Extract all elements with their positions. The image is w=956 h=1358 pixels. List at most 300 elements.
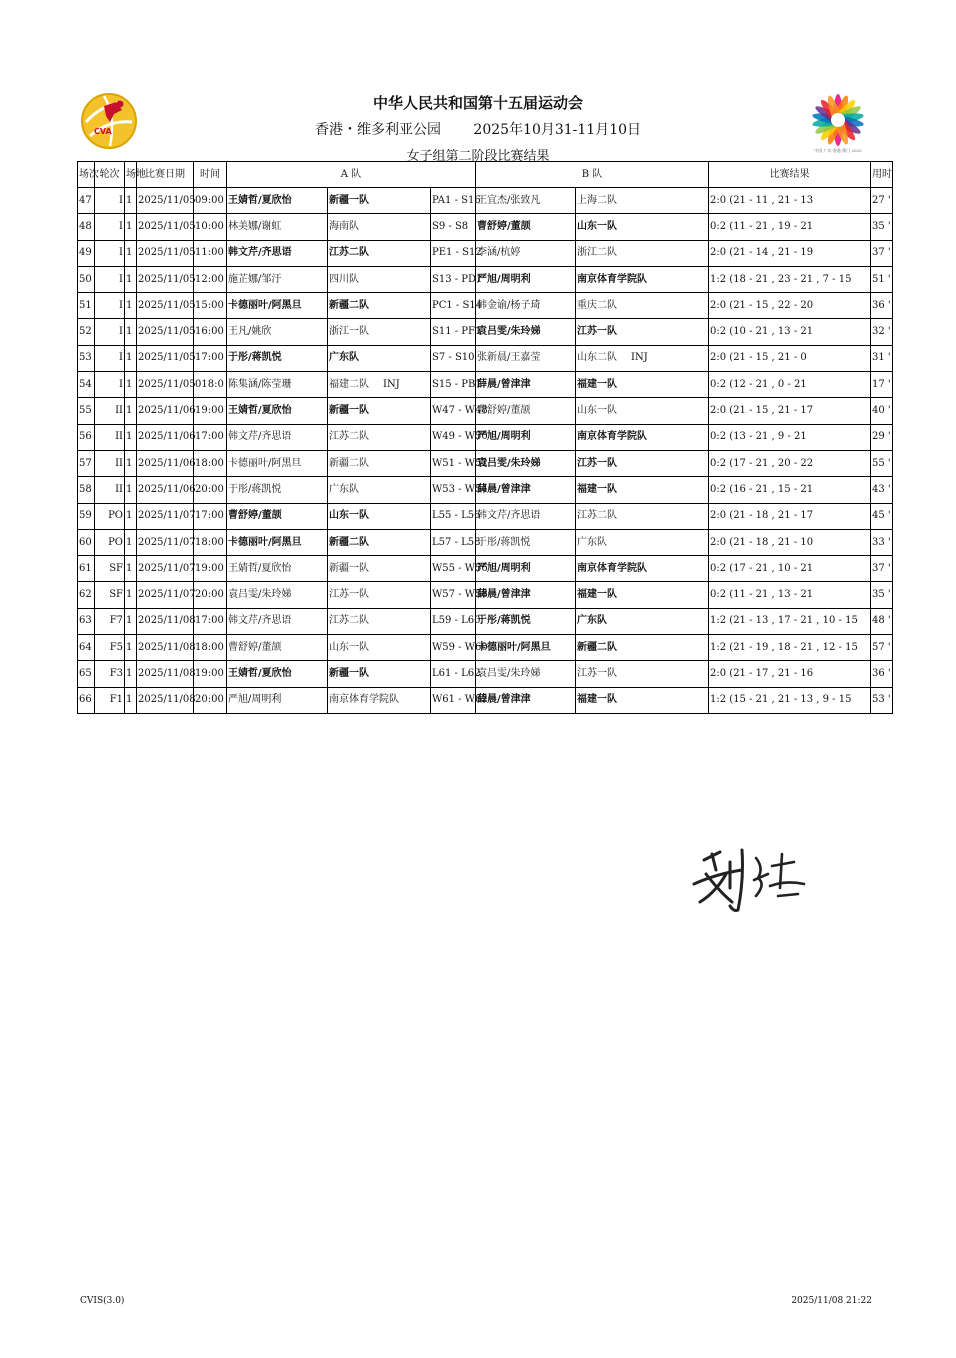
duration-text: 43 ' [872,483,891,495]
match-codes-text: PE1 - S12 [432,247,482,259]
court-text: 1 [126,431,133,443]
team-a-name-cell [328,214,431,240]
round-text: SF [109,562,123,574]
team-b-name-text: 南京体育学院队 [577,562,648,574]
round-text: II [115,483,123,495]
round-cell [95,661,125,687]
time-text: 19:00 [195,667,224,679]
court-cell [125,188,137,214]
team-a-players-text: 王婧哲/夏欣怡 [228,562,292,574]
result-text: 0:2 (16 - 21 , 15 - 21 [710,483,814,495]
team-a-name-cell [328,293,431,319]
match-codes-text: S7 - S10 [432,352,475,364]
team-b-name-cell [576,214,709,240]
result-text: 1:2 (21 - 13 , 17 - 21 , 10 - 15 [710,615,858,627]
team-a-players-cell [227,529,328,555]
date-text: 2025/11/08 [138,667,196,679]
time-text: 11:00 [195,247,224,259]
team-b-name-text: 山东一队 [577,405,618,417]
duration-text: 17 ' [872,378,891,390]
court-text: 1 [126,510,133,522]
team-b-name-cell [576,188,709,214]
event-dates: 2025年10月31-11月10日 [473,122,642,138]
court-text: 1 [126,483,133,495]
match-codes-cell [431,503,481,529]
team-a-name-text: 四川队 [329,273,359,285]
team-a-name-cell [328,188,431,214]
team-a-players-cell [227,319,328,345]
table-row [78,372,893,398]
date-cell [137,661,194,687]
round-cell [95,477,125,503]
match-no-text: 61 [79,562,92,574]
team-a-name-cell [328,608,431,634]
court-cell [125,635,137,661]
team-a-name-text: 新疆一队 [329,562,369,574]
time-cell [194,372,227,398]
date-text: 2025/11/05 [138,299,196,311]
team-a-players-text: 严旭/周明利 [228,694,282,706]
time-cell [194,477,227,503]
match-no-cell [78,529,95,555]
date-text: 2025/11/07 [138,510,196,522]
court-text: 1 [126,536,133,548]
result-text: 0:2 (11 - 21 , 13 - 21 [710,589,814,601]
team-a-players-cell [227,372,328,398]
team-b-players-cell [476,556,576,582]
match-codes-cell [431,240,482,266]
team-a-name-cell [328,556,431,582]
team-a-players-cell [227,450,328,476]
team-a-name-cell [328,529,431,555]
team-a-players-cell [227,608,328,634]
court-cell [125,345,137,371]
result-cell [709,188,871,214]
time-cell [194,424,227,450]
court-text: 1 [126,247,133,259]
round-text: I [119,326,123,338]
team-b-players-text: 严旭/周明利 [477,562,531,574]
team-a-name-cell [328,424,431,450]
duration-text: 32 ' [872,326,891,338]
match-no-text: 52 [79,326,92,338]
table-row [78,266,893,292]
print-timestamp: 2025/11/08 21:22 [791,1296,872,1306]
team-b-name-text: 福建一队 [577,694,618,706]
match-no-cell [78,293,95,319]
team-a-players-cell [227,582,328,608]
team-b-name-text: 南京体育学院队 [577,273,648,285]
result-cell [709,398,871,424]
team-b-name-text: 广东队 [577,536,608,548]
result-text: 0:2 (13 - 21 , 9 - 21 [710,431,807,443]
team-a-players-text: 王婧哲/夏欣怡 [228,667,292,679]
team-a-name-text: 江苏二队 [329,431,369,443]
team-b-name-text: 上海二队 [577,194,618,206]
date-cell [137,529,194,555]
team-b-players-cell [476,529,576,555]
match-no-cell [78,214,95,240]
match-no-cell [78,372,95,398]
match-no-text: 64 [79,641,92,653]
time-text: 10:00 [195,220,224,232]
result-text: 1:2 (15 - 21 , 21 - 13 , 9 - 15 [710,694,852,706]
match-codes-cell [431,188,481,214]
court-cell [125,293,137,319]
header-team-a: A 队 [227,162,476,188]
header-court: 场地 [125,162,137,188]
team-a-name-cell [328,503,431,529]
team-a-name-cell [328,687,431,713]
duration-cell [871,608,893,634]
date-text: 2025/11/06 [138,483,196,495]
time-cell [194,319,227,345]
time-text: 018:0 [195,378,224,390]
table-row [78,529,893,555]
result-text: 2:0 (21 - 15 , 21 - 0 [710,352,807,364]
round-cell [95,635,125,661]
round-text: II [115,431,123,443]
duration-cell [871,319,893,345]
team-a-name-text: 江苏二队 [329,615,369,627]
team-a-players-cell [227,266,328,292]
time-text: 16:00 [195,326,224,338]
team-b-players-text: 严旭/周明利 [477,273,531,285]
date-text: 2025/11/05 [138,220,196,232]
duration-cell [871,582,893,608]
match-no-text: 63 [79,615,92,627]
time-text: 20:00 [195,483,224,495]
table-row [78,635,893,661]
team-b-players-text: 薛晨/曾津津 [477,483,531,495]
time-cell [194,687,227,713]
team-a-name-cell [328,398,431,424]
header-round: 轮次 [95,162,125,188]
court-text: 1 [126,378,133,390]
court-text: 1 [126,641,133,653]
match-codes-cell [431,635,488,661]
result-cell [709,635,871,661]
venue: 香港・维多利亚公园 [314,122,441,138]
date-text: 2025/11/08 [138,694,196,706]
court-cell [125,372,137,398]
team-a-players-text: 王婧哲/夏欣怡 [228,405,292,417]
match-codes-cell [431,214,476,240]
result-text: 1:2 (18 - 21 , 23 - 21 , 7 - 15 [710,273,852,285]
round-cell [95,240,125,266]
injury-note: INJ [631,352,648,364]
time-cell [194,556,227,582]
round-text: PO [108,536,123,548]
duration-cell [871,503,893,529]
software-version: CVIS(3.0) [80,1296,125,1306]
time-text: 18:00 [195,457,224,469]
round-cell [95,398,125,424]
team-b-name-cell [576,556,709,582]
match-no-text: 62 [79,589,92,601]
match-codes-text: S13 - PD1 [432,273,483,285]
team-b-players-cell [476,477,576,503]
time-text: 09:00 [195,194,224,206]
match-codes-text: W57 - W58 [432,589,488,601]
team-b-players-cell [476,661,576,687]
table-row [78,214,893,240]
date-cell [137,687,194,713]
result-text: 2:0 (21 - 14 , 21 - 19 [710,247,814,259]
result-cell [709,372,871,398]
match-codes-cell [431,608,481,634]
match-no-text: 50 [79,273,92,285]
date-cell [137,635,194,661]
team-b-players-cell [476,319,576,345]
result-cell [709,608,871,634]
round-cell [95,188,125,214]
date-cell [137,503,194,529]
team-a-name-text: 山东一队 [329,641,369,653]
round-text: II [115,457,123,469]
duration-cell [871,240,893,266]
round-cell [95,529,125,555]
team-b-players-cell [476,608,576,634]
team-b-players-cell [476,188,576,214]
team-b-name-text: 南京体育学院队 [577,431,648,443]
team-b-name-cell [576,635,709,661]
date-cell [137,240,194,266]
team-b-name-text: 福建一队 [577,589,618,601]
court-text: 1 [126,273,133,285]
round-text: I [119,273,123,285]
team-a-players-text: 曹舒婷/董颉 [228,510,282,522]
time-text: 17:00 [195,615,224,627]
duration-text: 37 ' [872,247,891,259]
team-a-players-text: 曹舒婷/董颉 [228,641,282,653]
date-cell [137,266,194,292]
duration-cell [871,345,893,371]
team-b-players-cell [476,450,576,476]
duration-cell [871,635,893,661]
result-text: 0:2 (10 - 21 , 13 - 21 [710,326,814,338]
team-a-name-text: 山东一队 [329,510,369,522]
team-b-players-cell [476,372,576,398]
team-a-players-text: 卡德丽叶/阿黑旦 [228,536,302,548]
time-text: 12:00 [195,273,224,285]
team-a-name-cell [328,450,431,476]
time-cell [194,582,227,608]
games-emblem-caption: 中国·广东·香港·澳门 2025 [814,148,862,153]
match-no-cell [78,188,95,214]
match-codes-text: W61 - W62 [432,694,488,706]
team-a-players-cell [227,424,328,450]
date-text: 2025/11/07 [138,589,196,601]
team-b-name-cell [576,372,709,398]
round-text: F5 [109,641,123,653]
result-text: 0:2 (17 - 21 , 20 - 22 [710,457,814,469]
time-text: 20:00 [195,589,224,601]
match-no-text: 60 [79,536,92,548]
match-codes-text: W55 - W56 [432,562,488,574]
team-a-players-cell [227,635,328,661]
team-a-players-cell [227,477,328,503]
handwritten-signature [686,840,812,916]
injury-note: INJ [383,378,400,390]
team-a-name-text: 江苏二队 [329,247,369,259]
result-cell [709,661,871,687]
team-b-players-text: 袁吕雯/朱玲娣 [477,326,541,338]
team-b-name-cell [576,503,709,529]
team-a-players-cell [227,240,328,266]
court-text: 1 [126,326,133,338]
table-header-row [78,162,893,188]
team-a-players-text: 施芷娜/邹汙 [228,273,282,285]
date-text: 2025/11/08 [138,641,196,653]
match-no-cell [78,477,95,503]
results-body [78,188,893,714]
time-cell [194,529,227,555]
team-b-name-cell [576,345,709,371]
team-a-players-cell [227,398,328,424]
time-text: 17:00 [195,352,224,364]
round-cell [95,319,125,345]
team-a-name-cell [328,661,431,687]
round-text: F1 [109,694,123,706]
match-no-cell [78,398,95,424]
match-codes-cell [431,450,488,476]
result-cell [709,450,871,476]
date-cell [137,556,194,582]
match-no-text: 66 [79,694,92,706]
result-text: 1:2 (21 - 19 , 18 - 21 , 12 - 15 [710,641,858,653]
duration-cell [871,556,893,582]
team-a-players-text: 于彤/蒋凯悦 [228,352,282,364]
date-cell [137,450,194,476]
result-cell [709,424,871,450]
match-codes-text: W59 - W60 [432,641,488,653]
round-text: SF [109,589,123,601]
match-codes-text: W49 - W50 [432,431,488,443]
match-no-cell [78,582,95,608]
time-cell [194,450,227,476]
result-cell [709,240,871,266]
team-a-name-text: 新疆二队 [329,536,369,548]
court-cell [125,398,137,424]
court-cell [125,319,137,345]
team-a-name-cell [328,582,431,608]
time-text: 19:00 [195,562,224,574]
time-cell [194,608,227,634]
team-b-players-cell [476,266,576,292]
team-a-players-cell [227,661,328,687]
header-match-no: 场次 [78,162,95,188]
court-cell [125,529,137,555]
team-a-name-text: 福建二队 [329,378,369,390]
team-b-players-text: 于彤/蒋凯悦 [477,615,531,627]
team-a-name-text: 新疆一队 [329,405,369,417]
team-b-players-cell [476,345,576,371]
table-row [78,687,893,713]
court-cell [125,503,137,529]
team-b-players-cell [476,635,576,661]
time-cell [194,188,227,214]
date-cell [137,345,194,371]
team-a-players-text: 韩文芹/齐思语 [228,247,292,259]
court-cell [125,582,137,608]
court-cell [125,556,137,582]
date-text: 2025/11/05 [138,273,196,285]
header-date: 比赛日期 [137,162,194,188]
time-cell [194,661,227,687]
match-codes-cell [431,372,482,398]
result-cell [709,582,871,608]
date-text: 2025/11/08 [138,615,196,627]
team-b-name-cell [576,319,709,345]
result-cell [709,345,871,371]
team-b-players-text: 卡德丽叶/阿黑旦 [477,641,551,653]
header-duration: 用时 [871,162,893,188]
court-text: 1 [126,405,133,417]
match-codes-text: W51 - W52 [432,457,488,469]
result-text: 2:0 (21 - 15 , 21 - 17 [710,405,814,417]
duration-text: 31 ' [872,352,891,364]
date-text: 2025/11/05 [138,194,196,206]
round-cell [95,687,125,713]
header-team-b: B 队 [476,162,709,188]
result-text: 2:0 (21 - 18 , 21 - 10 [710,536,814,548]
date-cell [137,398,194,424]
duration-cell [871,398,893,424]
team-a-players-text: 王婧哲/夏欣怡 [228,194,292,206]
date-text: 2025/11/05 [138,352,196,364]
match-no-text: 51 [79,299,92,311]
time-text: 17:00 [195,510,224,522]
result-text: 0:2 (17 - 21 , 10 - 21 [710,562,814,574]
time-text: 18:00 [195,641,224,653]
court-cell [125,240,137,266]
result-cell [709,503,871,529]
table-row [78,450,893,476]
round-text: I [119,247,123,259]
team-b-name-cell [576,293,709,319]
team-b-players-text: 韩金谕/杨子琦 [477,299,541,311]
team-a-name-text: 江苏一队 [329,589,369,601]
team-a-name-text: 海南队 [329,220,359,232]
team-a-players-cell [227,687,328,713]
table-row [78,293,893,319]
match-no-cell [78,319,95,345]
team-a-players-cell [227,214,328,240]
duration-text: 37 ' [872,562,891,574]
match-codes-cell [431,293,483,319]
team-b-players-cell [476,687,576,713]
team-b-name-text: 山东二队 [577,352,618,364]
round-cell [95,608,125,634]
duration-cell [871,687,893,713]
date-cell [137,188,194,214]
team-b-players-text: 薛晨/曾津津 [477,589,531,601]
result-text: 0:2 (12 - 21 , 0 - 21 [710,378,807,390]
match-no-text: 49 [79,247,92,259]
team-a-players-cell [227,293,328,319]
round-cell [95,266,125,292]
table-row [78,477,893,503]
match-no-cell [78,556,95,582]
team-b-name-cell [576,266,709,292]
time-text: 15:00 [195,299,224,311]
team-a-name-text: 南京体育学院队 [329,694,399,706]
team-a-players-text: 于彤/蒋凯悦 [228,483,282,495]
duration-text: 33 ' [872,536,891,548]
round-cell [95,582,125,608]
court-cell [125,687,137,713]
